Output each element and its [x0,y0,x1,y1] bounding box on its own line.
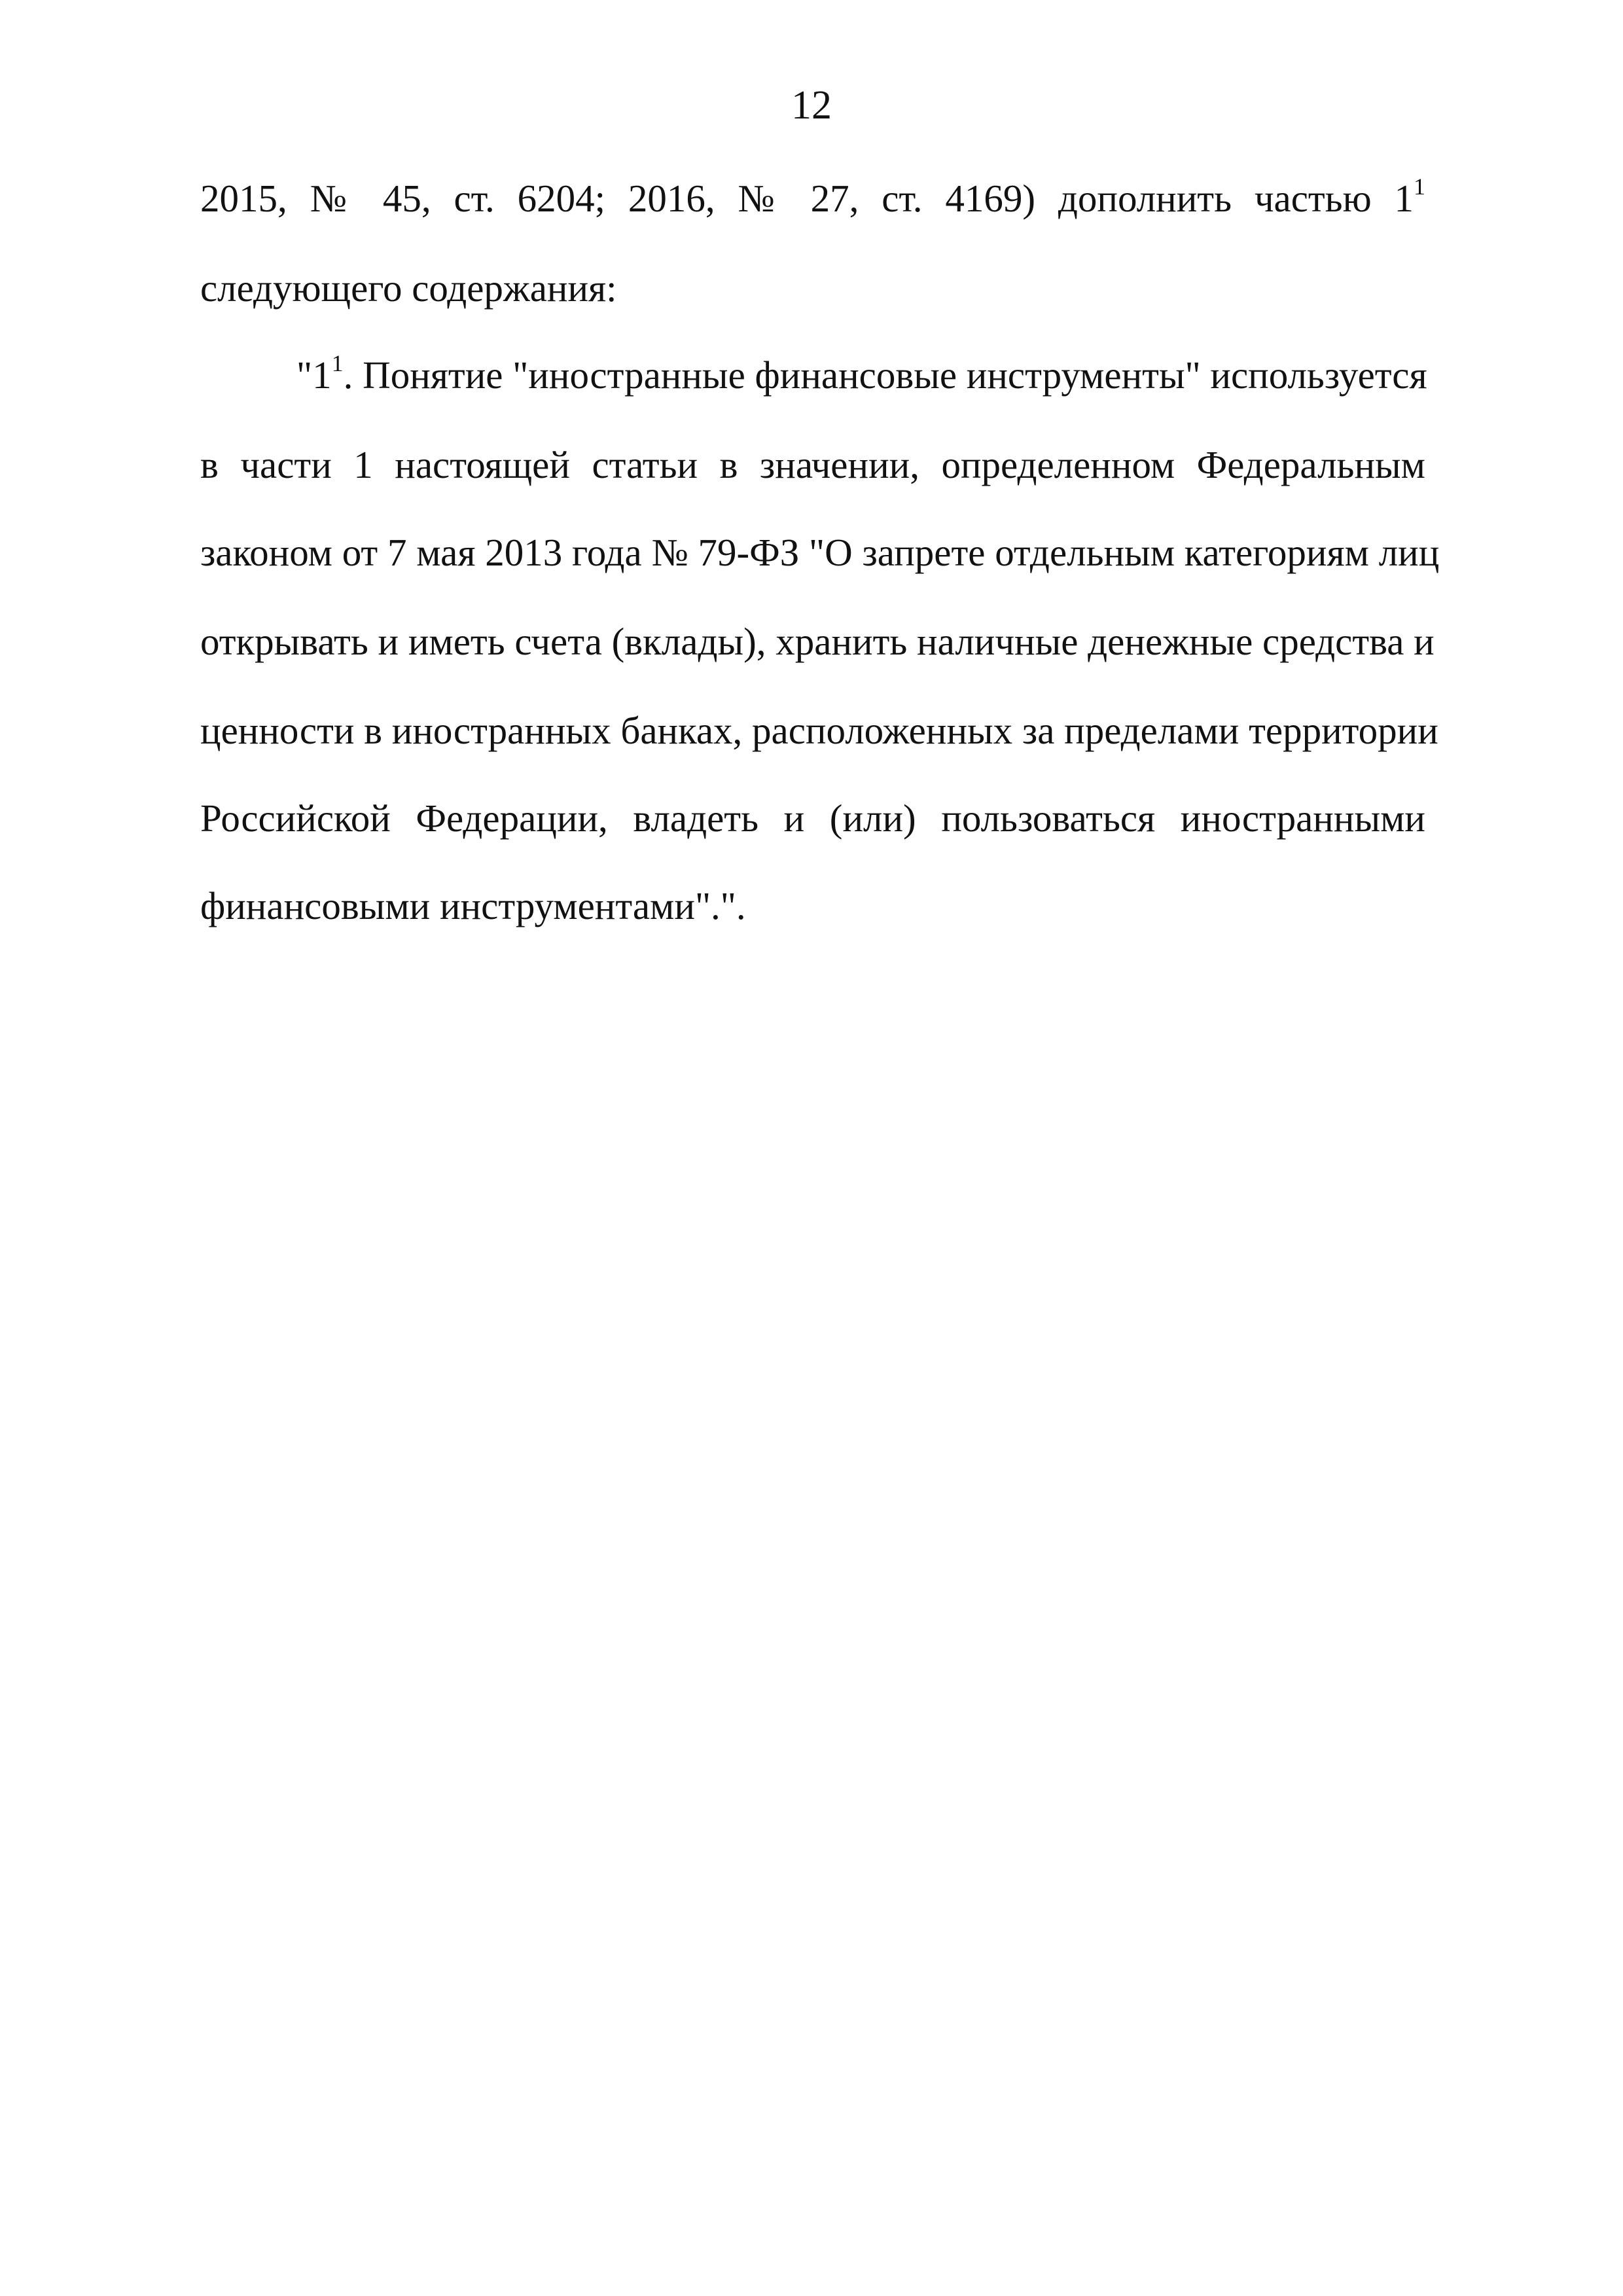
text-line-1-main: 2015, № 45, ст. 6204; 2016, № 27, ст. 4169) дополнить частью 1 [200,177,1414,220]
superscript-2: 1 [331,350,344,376]
page-number: 12 [791,83,832,128]
text-line-2: следующего содержания: [200,266,617,310]
text-line-8: Российской Федерации, владеть и (или) пользоваться иностранными [200,797,1425,840]
text-line-7: ценности в иностранных банках, расположенных за пределами территории [200,709,1438,752]
text-line-3 [296,352,1425,398]
text-line-3-prefix: "1 [296,353,332,397]
text-line-3-main: . Понятие "иностранные финансовые инструменты" используется [343,353,1427,397]
text-line-6: открывать и иметь счета (вклады), хранить наличные денежные средства и [200,620,1435,663]
text-line-5: законом от 7 мая 2013 года № 79-ФЗ "О запрете отдельным категориям лиц [200,531,1440,574]
superscript-1: 1 [1414,173,1425,200]
text-line-4: в части 1 настоящей статьи в значении, определенном Федеральным [200,443,1425,486]
text-line-9: финансовыми инструментами".". [200,884,746,927]
text-line-1 [200,175,1425,221]
